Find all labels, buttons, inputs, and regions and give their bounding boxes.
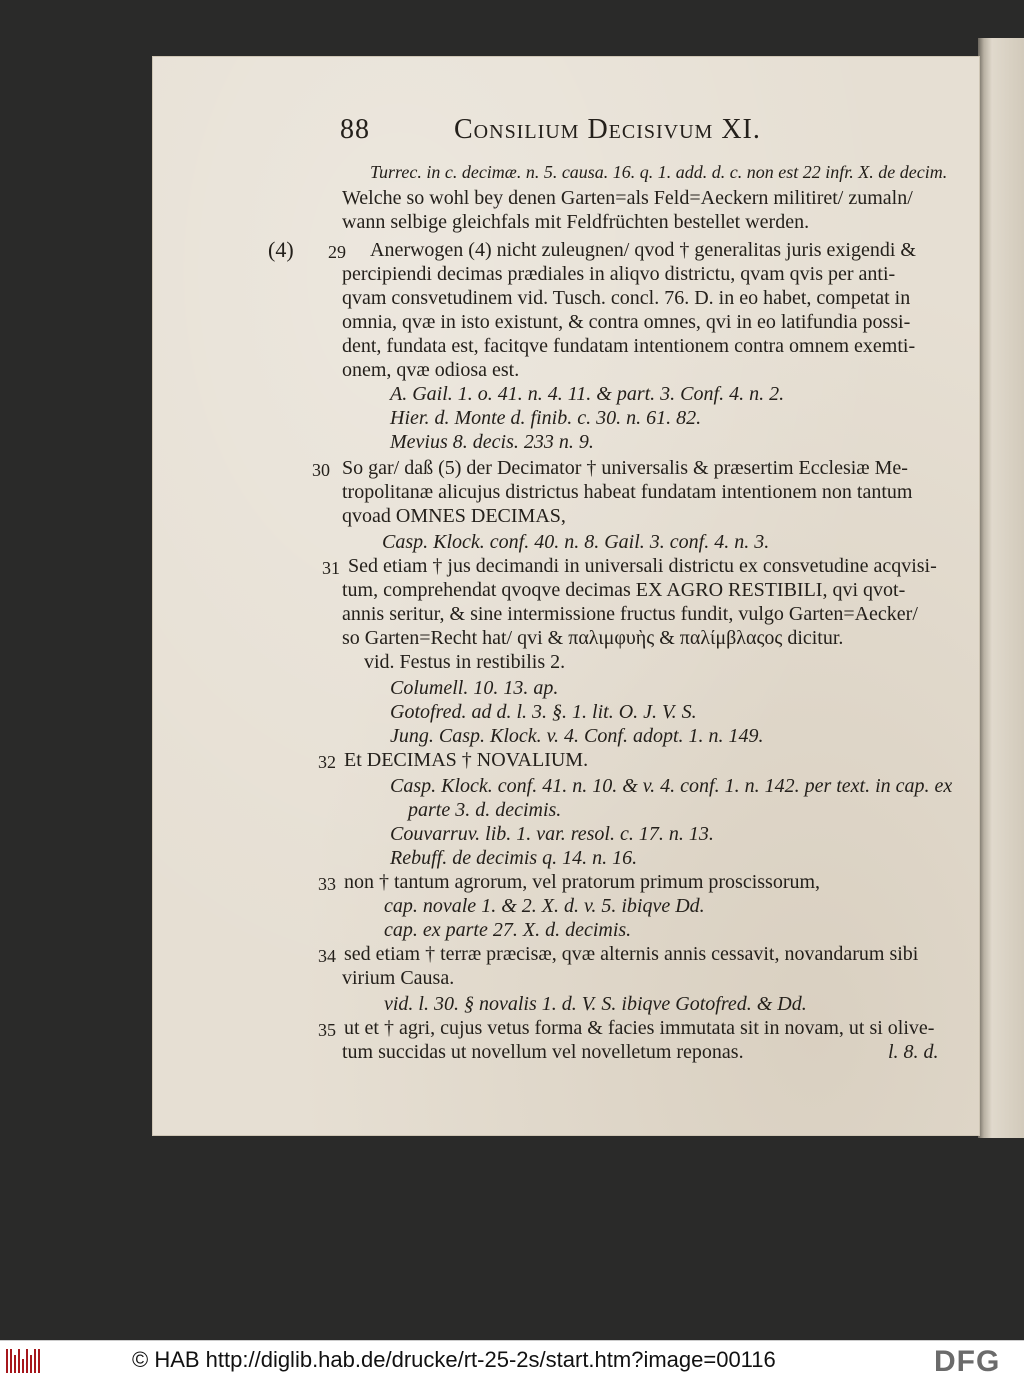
citation-line: cap. ex parte 27. X. d. decimis. [384,919,632,941]
dfg-logo: DFG [934,1345,1001,1378]
footer-bar [0,1340,1024,1381]
text-line: sed etiam † terræ præcisæ, qvæ alternis annis cessavit, novandarum sibi [344,943,919,965]
text-line: tropolitanæ alicujus districtus habeat fundatam intentionem non tantum [342,481,913,503]
citation-line: Columell. 10. 13. ap. [390,677,559,699]
text-line: dent, fundata est, facitqve fundatam intentionem contra omnem exemti- [342,335,916,357]
citation-line: Casp. Klock. conf. 40. n. 8. Gail. 3. conf. 4. n. 3. [382,531,770,553]
text-line: annis seritur, & sine intermissione fructus fundit, vulgo Garten=Aecker/ [342,603,918,625]
citation-line: Hier. d. Monte d. finib. c. 30. n. 61. 82. [390,407,702,429]
text-line: tum, comprehendat qvoqve decimas EX AGRO RESTIBILI, qvi qvot- [342,579,906,601]
text-line: non † tantum agrorum, vel pratorum primum proscissorum, [344,871,821,893]
citation-line: vid. l. 30. § novalis 1. d. V. S. ibiqve Gotofred. & Dd. [384,993,807,1015]
text-line: Welche so wohl bey denen Garten=als Feld=Aeckern militiret/ zumaln/ [342,187,913,209]
margin-number: 33 [318,874,336,894]
text-line: so Garten=Recht hat/ qvi & παλιμφυὴς & παλίμβλαςος dicitur. [342,627,844,649]
text-line: Sed etiam † jus decimandi in universali districtu ex consvetudine acqvisi- [348,555,937,577]
citation-line: Jung. Casp. Klock. v. 4. Conf. adopt. 1. n. 149. [390,725,764,747]
text-line: qvoad OMNES DECIMAS, [342,505,566,527]
text-line: onem, qvæ odiosa est. [342,359,520,381]
citation-line: Couvarruv. lib. 1. var. resol. c. 17. n. 13. [390,823,714,845]
text-line: virium Causa. [342,967,455,989]
citation-line: Casp. Klock. conf. 41. n. 10. & v. 4. conf. 1. n. 142. per text. in cap. ex [390,775,953,797]
text-line: Turrec. in c. decimæ. n. 5. causa. 16. q. 1. add. d. c. non est 22 infr. X. de decim. [370,162,948,182]
text-line: wann selbige gleichfals mit Feldfrüchten bestellet werden. [342,211,810,233]
text-line: So gar/ daß (5) der Decimator † universalis & præsertim Ecclesiæ Me- [342,457,908,479]
book-page [152,56,980,1136]
citation-line: Mevius 8. decis. 233 n. 9. [390,431,594,453]
hab-logo-icon [6,1349,40,1373]
margin-number: 35 [318,1020,336,1040]
citation-line: cap. novale 1. & 2. X. d. v. 5. ibiqve Dd. [384,895,705,917]
text-line: tum succidas ut novellum vel novelletum reponas. [342,1041,744,1063]
text-line: Et DECIMAS † NOVALIUM. [344,749,589,771]
citation-line: parte 3. d. decimis. [408,799,562,821]
copyright-link[interactable]: © HAB http://diglib.hab.de/drucke/rt-25-2s/start.htm?image=00116 [132,1347,776,1372]
text-line: ut et † agri, cujus vetus forma & facies immutata sit in novam, ut si olive- [344,1017,935,1039]
margin-number: 34 [318,946,336,966]
margin-number: 31 [322,558,340,578]
text-line: percipiendi decimas prædiales in aliqvo districtu, qvam qvis per anti- [342,263,896,285]
text-line: omnia, qvæ in isto existunt, & contra omnes, qvi in eo latifundia possi- [342,311,911,333]
citation-line: Rebuff. de decimis q. 14. n. 16. [390,847,638,869]
running-title: Consilium Decisivum XI. [454,114,761,145]
citation-line: vid. Festus in restibilis 2. [364,651,566,673]
margin-number: 30 [312,460,330,480]
text-line: qvam consvetudinem vid. Tusch. concl. 76. D. in eo habet, competat in [342,287,911,309]
text-line: Anerwogen (4) nicht zuleugnen/ qvod † generalitas juris exigendi & [370,239,916,261]
page-number: 88 [340,114,370,145]
margin-number: 29 [328,242,346,262]
margin-number: (4) [268,237,294,262]
adjacent-page-edge [978,38,1024,1138]
citation-line: Gotofred. ad d. l. 3. §. 1. lit. O. J. V. S. [390,701,697,723]
margin-number: 32 [318,752,336,772]
citation-line: A. Gail. 1. o. 41. n. 4. 11. & part. 3. Conf. 4. n. 2. [390,383,785,405]
citation-line: l. 8. d. [888,1041,939,1063]
